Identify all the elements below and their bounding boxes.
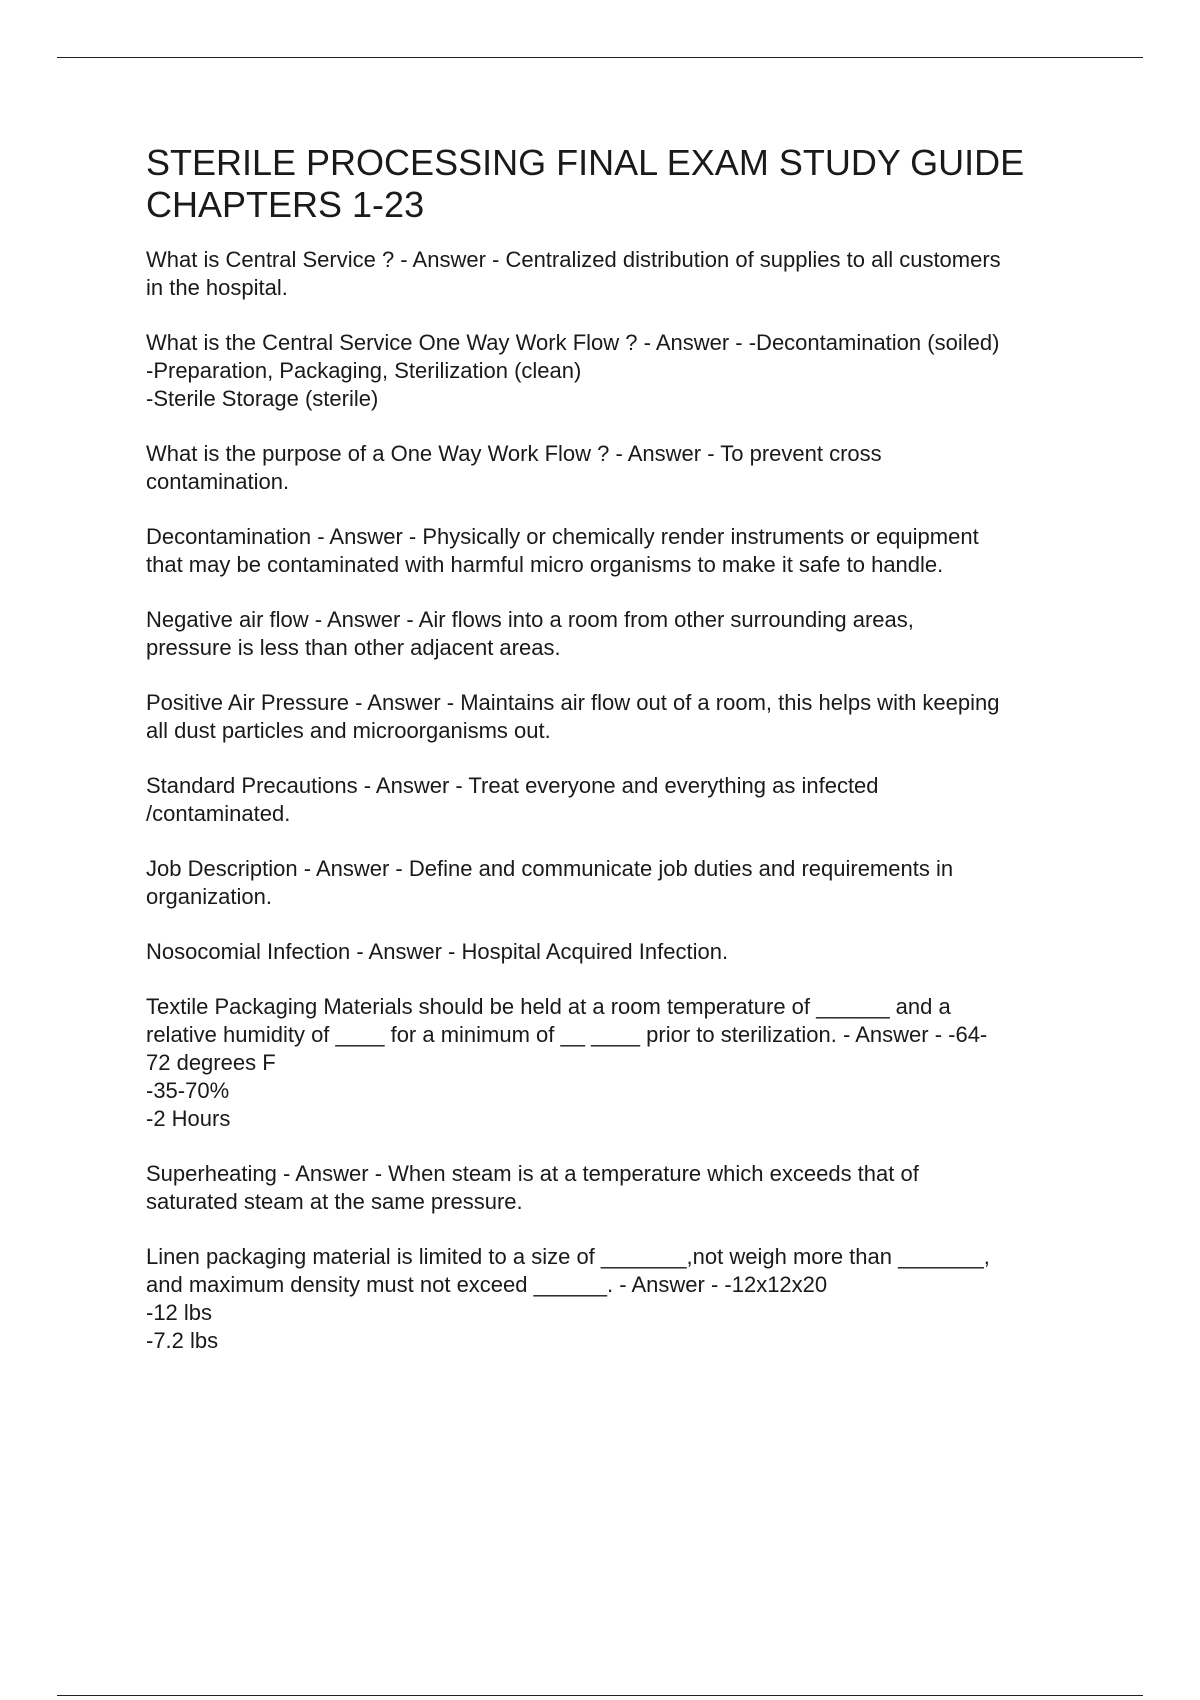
qa-entry: Textile Packaging Materials should be held at a room temperature of ______ and a relative humidity of ____ for a minimum of __ ____ prior to sterilization. - Answer - -64- 72 degrees F -35-70% -2 Hours [146, 994, 988, 1131]
qa-entry: What is the Central Service One Way Work Flow ? - Answer - -Decontamination (soiled) -Preparation, Packaging, Sterilization (clean) -Sterile Storage (sterile) [146, 330, 1000, 411]
qa-entry: Nosocomial Infection - Answer - Hospital Acquired Infection. [146, 939, 729, 964]
qa-entry: What is Central Service ? - Answer - Centralized distribution of supplies to all customers in the hospital. [146, 247, 1001, 300]
document-body [146, 142, 1096, 1382]
qa-entry: Linen packaging material is limited to a size of _______,not weigh more than _______, and maximum density must not exceed ______. - Answer - -12x12x20 -12 lbs -7.2 lbs [146, 1244, 990, 1353]
qa-entry: Job Description - Answer - Define and communicate job duties and requirements in organization. [146, 856, 954, 909]
qa-entry: Positive Air Pressure - Answer - Maintains air flow out of a room, this helps with keeping all dust particles and microorganisms out. [146, 690, 1000, 743]
qa-entry: Superheating - Answer - When steam is at a temperature which exceeds that of saturated steam at the same pressure. [146, 1161, 919, 1214]
document-title [146, 142, 1096, 226]
qa-entry: What is the purpose of a One Way Work Flow ? - Answer - To prevent cross contamination. [146, 441, 882, 494]
qa-list [146, 246, 1096, 1355]
qa-entry: Negative air flow - Answer - Air flows into a room from other surrounding areas, pressure is less than other adjacent areas. [146, 607, 914, 660]
title-line-1: STERILE PROCESSING FINAL EXAM STUDY GUIDE [146, 142, 1025, 183]
title-line-2: CHAPTERS 1-23 [146, 184, 425, 225]
top-divider [57, 57, 1143, 58]
qa-entry: Decontamination - Answer - Physically or chemically render instruments or equipment that may be contaminated with harmful micro organisms to make it safe to handle. [146, 524, 979, 577]
bottom-divider [57, 1695, 1143, 1696]
qa-entry: Standard Precautions - Answer - Treat everyone and everything as infected /contaminated. [146, 773, 879, 826]
